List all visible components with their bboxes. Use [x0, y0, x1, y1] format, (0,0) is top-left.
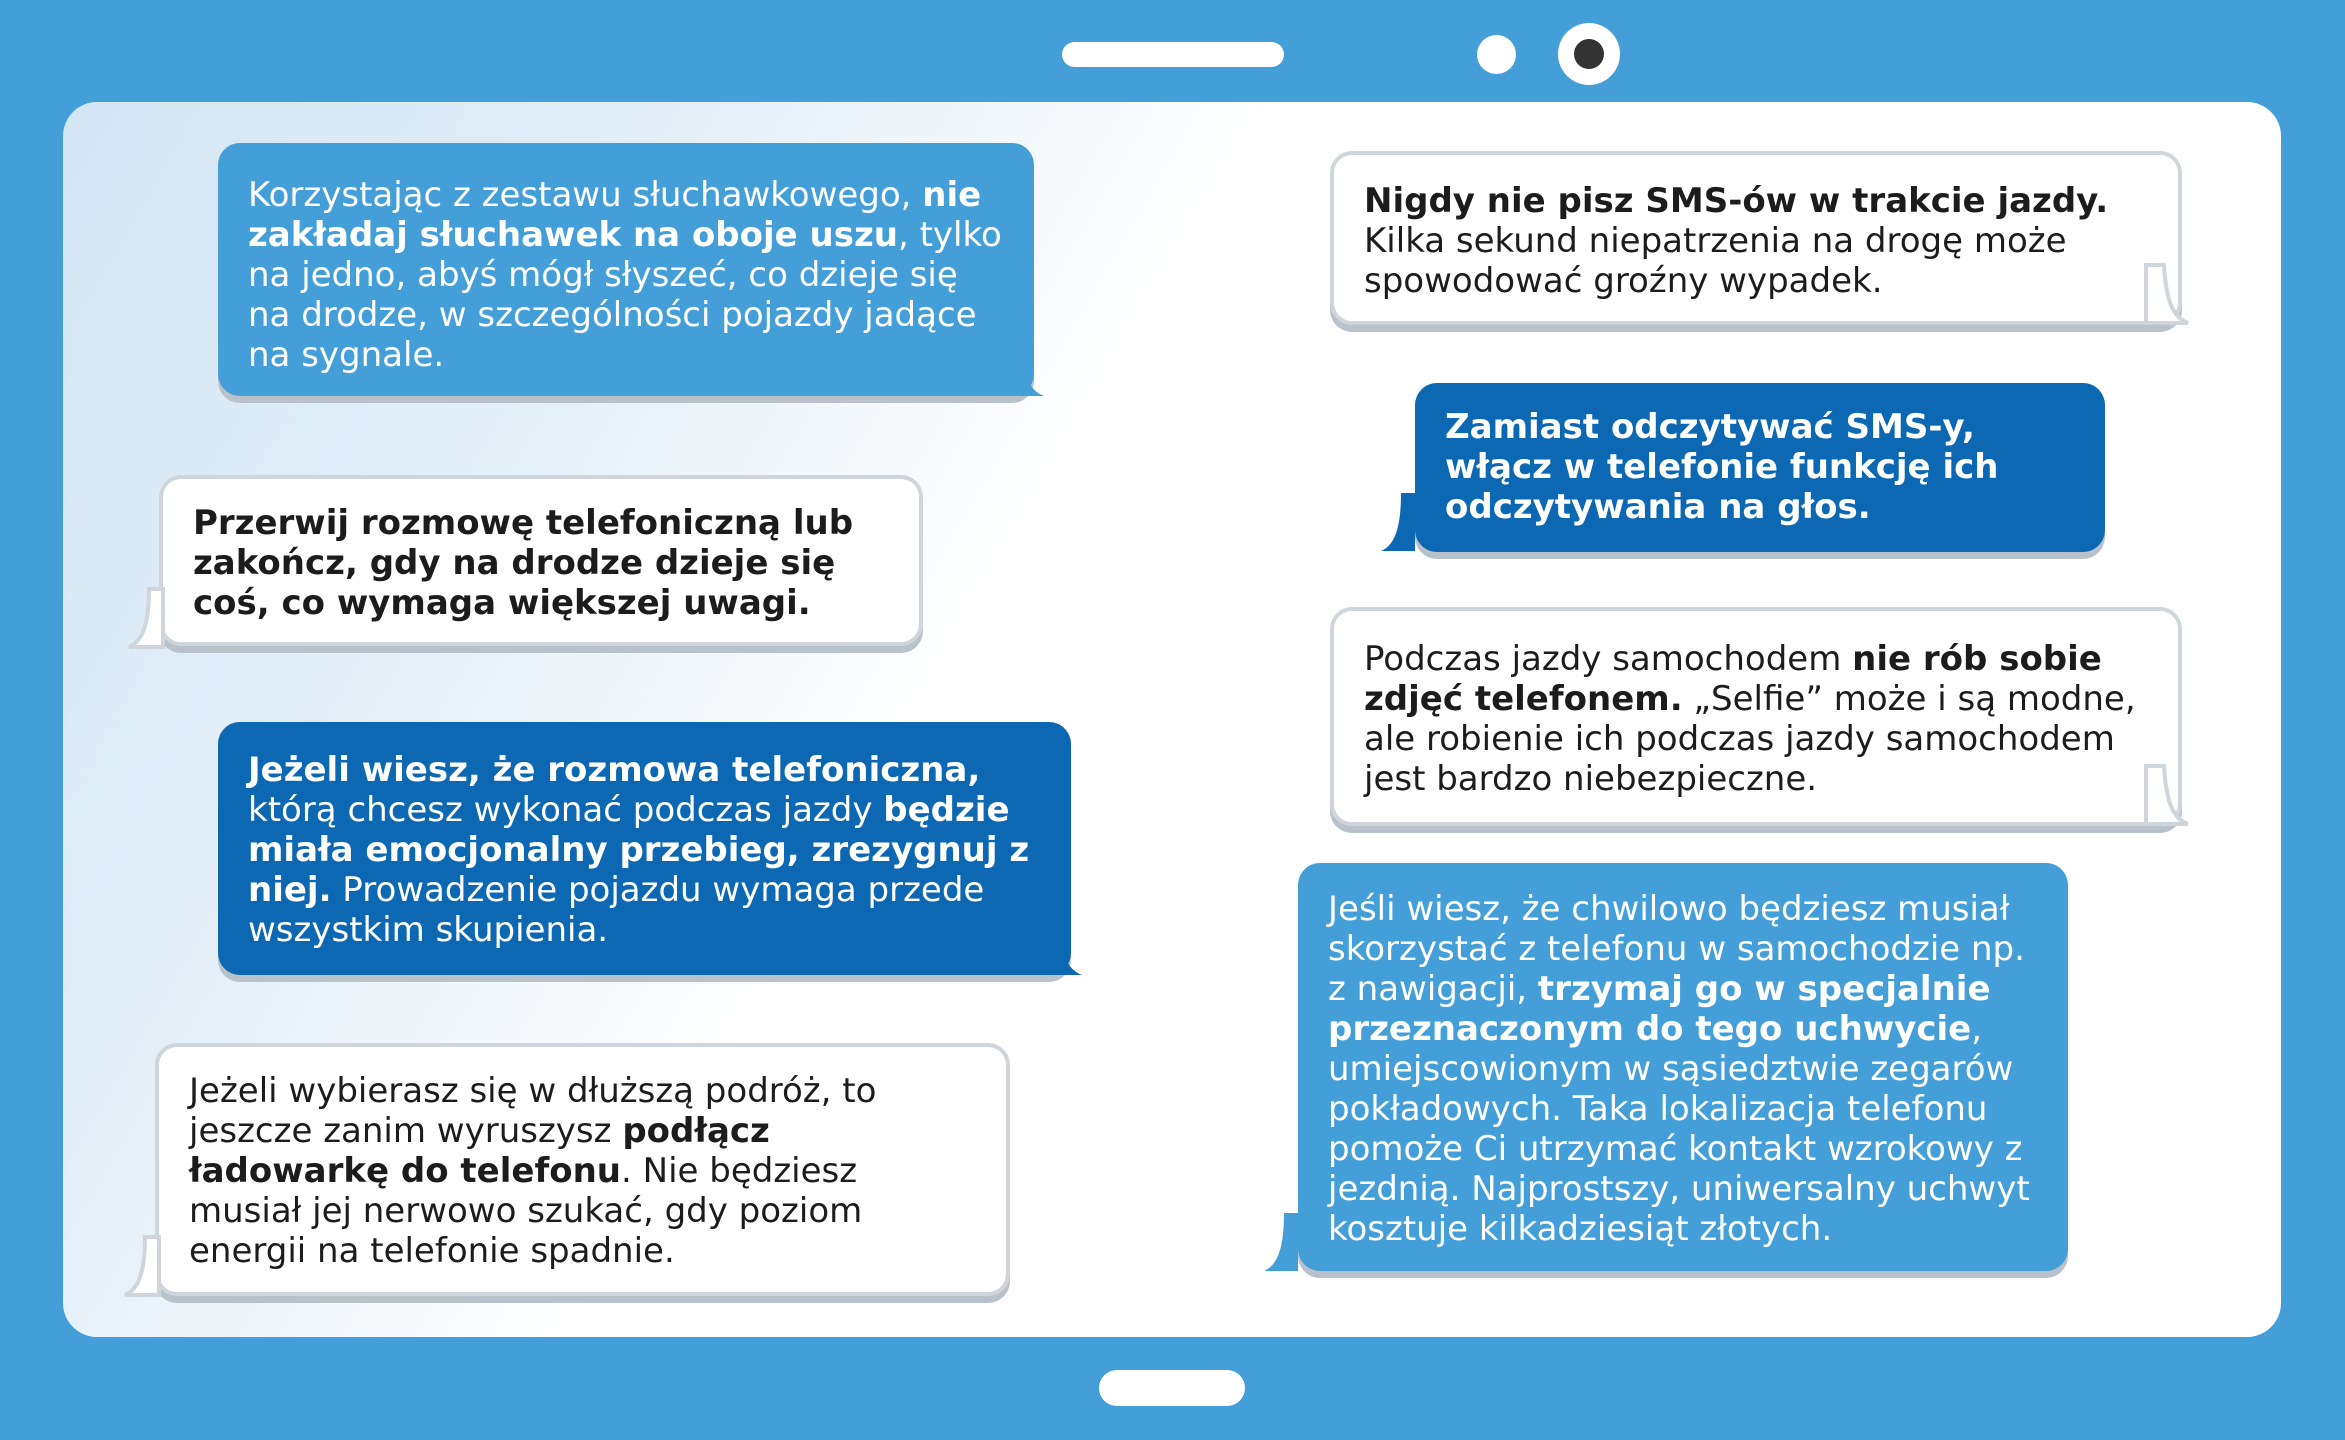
message-selfie	[1330, 607, 2182, 826]
message-text: Korzystając z zestawu słuchawkowego,	[248, 175, 923, 215]
message-text: , umiejscowionym w sąsiedztwie zegarów pokładowych. Taka lokalizacja telefonu pomoże Ci utrzymać kontakt wzrokowy z jezdnią. Najprostszy, uniwersalny uchwyt kosztuje kilkadziesiąt złotych.	[1328, 1009, 2030, 1249]
bubble-tail	[1258, 1213, 1338, 1283]
bubble-tail	[119, 1237, 199, 1307]
message-headphones	[218, 143, 1034, 396]
message-emphasis: trzymaj go w specjalnie przeznaczonym do tego uchwycie	[1328, 969, 1991, 1049]
phone-camera-icon	[1558, 23, 1620, 85]
message-emphasis: nie zakładaj słuchawek na oboje uszu	[248, 175, 982, 255]
message-text: Prowadzenie pojazdu wymaga przede wszystkim skupienia.	[248, 870, 985, 950]
home-button[interactable]	[1099, 1370, 1245, 1406]
message-emotional-call	[218, 722, 1071, 975]
phone-screen	[63, 102, 2281, 1337]
message-emphasis: Jeżeli wiesz, że rozmowa telefoniczna,	[248, 750, 981, 790]
message-interrupt-call	[159, 475, 923, 646]
message-text: „Selfie” może i są modne, ale robienie ich podczas jazdy samochodem jest bardzo niebezpieczne.	[1364, 679, 2136, 799]
message-charger	[155, 1043, 1010, 1296]
message-text: Podczas jazdy samochodem	[1364, 639, 1853, 679]
message-emphasis: Zamiast odczytywać SMS-y, włącz w telefonie funkcję ich odczytywania na głos.	[1445, 407, 1999, 527]
message-emphasis: Nigdy nie pisz SMS-ów w trakcie jazdy.	[1364, 181, 2109, 221]
message-emphasis: podłącz ładowarkę do telefonu	[189, 1111, 770, 1191]
bubble-tail	[1002, 338, 1082, 408]
message-read-aloud	[1415, 383, 2105, 552]
message-emphasis: będzie miała emocjonalny przebieg, zrezygnuj z niej.	[248, 790, 1030, 910]
bubble-tail	[123, 589, 203, 659]
bubble-tail	[1375, 493, 1455, 563]
message-text: Kilka sekund niepatrzenia na drogę może spowodować groźny wypadek.	[1364, 221, 2067, 301]
message-text: Jeżeli wybierasz się w dłuższą podróż, to jeszcze zanim wyruszysz	[189, 1071, 877, 1151]
bubble-tail	[1040, 917, 1120, 987]
message-text: Jeśli wiesz, że chwilowo będziesz musiał skorzystać z telefonu w samochodzie np. z nawigacji,	[1328, 889, 2025, 1009]
phone-sensor	[1477, 35, 1516, 74]
message-text: . Nie będziesz musiał jej nerwowo szukać, gdy poziom energii na telefonie spadnie.	[189, 1151, 863, 1271]
message-emphasis: nie rób sobie zdjęć telefonem.	[1364, 639, 2102, 719]
message-text: którą chcesz wykonać podczas jazdy	[248, 790, 884, 830]
message-emphasis: Przerwij rozmowę telefoniczną lub zakończ, gdy na drodze dzieje się coś, co wymaga większej uwagi.	[193, 503, 854, 623]
phone-speaker	[1062, 42, 1284, 67]
message-holder	[1298, 863, 2068, 1271]
bubble-tail	[2146, 766, 2226, 836]
message-text: , tylko na jedno, abyś mógł słyszeć, co dzieje się na drodze, w szczególności pojazdy jadące na sygnale.	[248, 215, 1002, 375]
message-no-sms	[1330, 151, 2182, 325]
bubble-tail	[2146, 265, 2226, 335]
